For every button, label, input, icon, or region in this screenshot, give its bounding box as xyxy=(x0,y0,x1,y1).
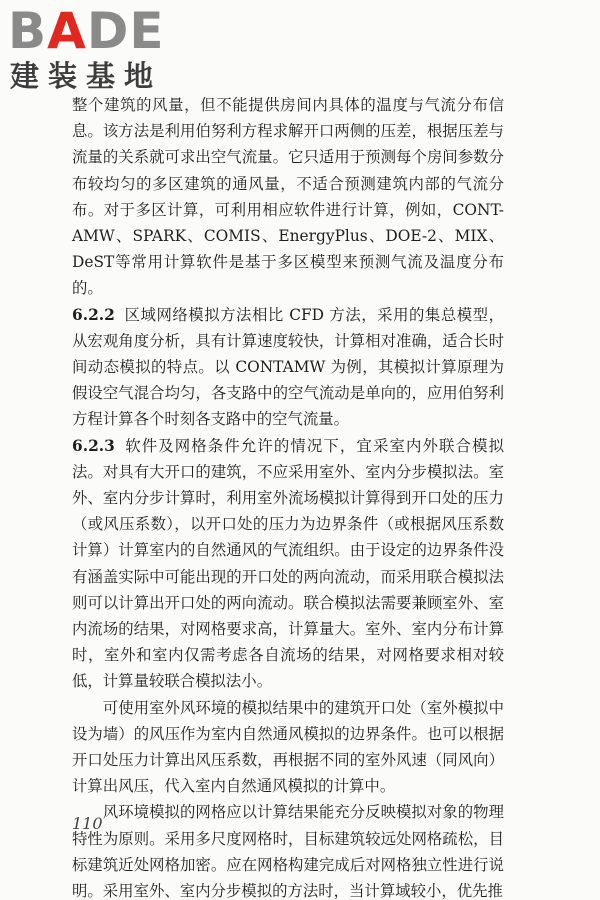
paragraph-text: 区域网络模拟方法相比 CFD 方法，采用的集总模型，从宏观角度分析，具有计算速度较快，计算相对准确，适合长时间动态模拟的特点。以 CONTAMW 为例，其模拟计算原理为假设空气混合均匀，各支路中的空气流动是单向的，应用伯努利方程计算各个时刻各支路中的空气流量。 xyxy=(72,305,504,429)
logo-subtitle: 建装基地 xyxy=(10,59,163,93)
body-text xyxy=(72,92,504,900)
section-number: 6.2.2 xyxy=(72,305,115,324)
paragraph-continued xyxy=(72,92,504,302)
bade-logo xyxy=(8,4,178,96)
paragraph-text: 可使用室外风环境的模拟结果中的建筑开口处（室外模拟中设为墙）的风压作为室内自然通风模拟的边界条件。也可以根据开口处压力计算出风压系数，再根据不同的室外风速（同风向）计算出风压，代入室内自然通风模拟的计算中。 xyxy=(72,698,504,796)
logo-wordmark: BADE xyxy=(8,2,165,60)
paragraph-text: 软件及网格条件允许的情况下，宜采室内外联合模拟法。对具有大开口的建筑，不应采用室外、室内分步模拟法。室外、室内分步计算时，利用室外流场模拟计算得到开口处的压力（或风压系数），以开口处的压力为边界条件（或根据风压系数计算）计算室内的自然通风的气流组织。由于设定的边界条件没有涵盖实际中可能出现的开口处的两向流动，而采用联合模拟法则可以计算出开口处的两向流动。联合模拟法需要兼顾室外、室内流场的结果，对网格要求高，计算量大。室外、室内分布计算时，室外和室内仅需考虑各自流场的结果，对网格要求相对较低，计算量较联合模拟法小。 xyxy=(72,436,504,691)
section-number: 6.2.3 xyxy=(72,436,115,455)
paragraph-text: 风环境模拟的网格应以计算结果能充分反映模拟对象的物理特性为原则。采用多尺度网格时，目标建筑较远处网格疏松，目标建筑近处网格加密。应在网格构建完成后对网格独立性进行说明。采用室外、室内分步模拟的方法时，当计算域较小，优先推 xyxy=(72,803,504,900)
paragraph-boundary-conditions xyxy=(72,695,504,800)
paragraph-section-6-2-3 xyxy=(72,433,504,695)
paragraph-section-6-2-2 xyxy=(72,302,504,433)
paragraph-mesh xyxy=(72,799,504,900)
page-number: 110 xyxy=(72,814,103,833)
paragraph-text: 整个建筑的风量，但不能提供房间内具体的温度与气流分布信息。该方法是利用伯努利方程求解开口两侧的压差，根据压差与流量的关系就可求出空气流量。它只适用于预测每个房间参数分布较均匀的多区建筑的通风量，不适合预测建筑内部的气流分布。对于多区计算，可利用相应软件进行计算，例如，CONT-AMW、SPARK、COMIS、EnergyPlus、DOE-2、MIX、DeST等常用计算软件是基于多区模型来预测气流及温度分布的。 xyxy=(72,96,504,298)
